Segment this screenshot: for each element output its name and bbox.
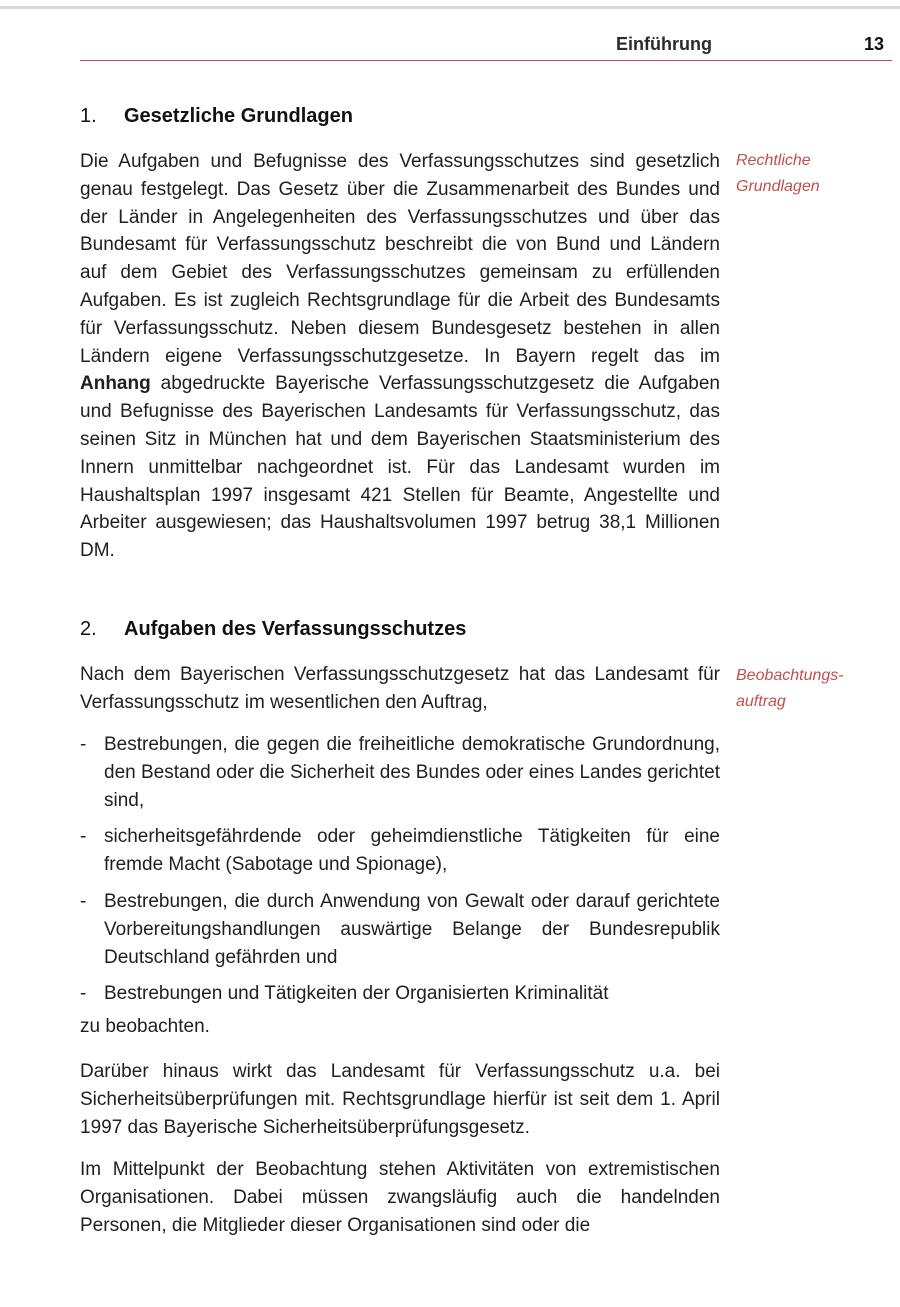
list-dash: - [80,826,87,848]
margin-note-line: Rechtliche [736,152,811,169]
task-list [80,731,720,1017]
section-2-title: Aufgaben des Verfassungsschutzes [124,618,467,640]
page-number: 13 [863,34,884,54]
list-dash: - [80,983,87,1005]
section-1-title: Gesetzliche Grundlagen [124,105,353,127]
paragraph-text: Die Aufgaben und Befugnisse des Verfassungsschutzes sind gesetzlich genau festgelegt. Das Gesetz über die Zusammenarbeit des Bundes und der Länder in Angelegenheiten des Verfassungsschutzes und über das Bundesamt für Verfassungsschutz beschreibt die von Bund und Ländern auf dem Gebiet des Verfassungsschutzes gemeinsam zu erfüllenden Aufgaben. Es ist zugleich Rechtsgrundlage für die Arbeit des Bundesamts für Verfassungsschutz. Neben diesem Bundesgesetz bestehen in allen Ländern eigene Verfassungsschutzgesetze. In Bayern regelt das im [80,151,720,367]
top-edge-line [0,6,900,9]
margin-note-line: auftrag [736,693,786,710]
list-item-text: Bestrebungen und Tätigkeiten der Organisierten Kriminalität [104,983,609,1005]
section-2-closing: zu beobachten. [80,1016,210,1037]
list-item-text: Bestrebungen, die durch Anwendung von Gewalt oder darauf gerichtete Vorbereitungshandlungen auswärtige Belange der Bundesrepublik Deutschland gefährden und [104,890,720,968]
margin-note-beobachtungsauftrag [736,663,896,715]
list-item [80,823,720,879]
running-title: Einführung [616,34,712,54]
list-item-text: Bestrebungen, die gegen die freiheitliche demokratische Grundordnung, den Bestand oder die Sicherheit des Bundes oder eines Landes gerichtet sind, [104,734,720,811]
section-2-paragraph-2: Darüber hinaus wirkt das Landesamt für Verfassungsschutz u.a. bei Sicherheitsüberprüfungen mit. Rechtsgrundlage hierfür ist seit dem 1. April 1997 das Bayerische Sicherheitsüberprüfungsgesetz. [80,1061,720,1138]
paragraph-text: abgedruckte Bayerische Verfassungsschutzgesetz die Aufgaben und Befugnisse des Bayerischen Landesamts für Verfassungsschutz, das seinen Sitz in München hat und dem Bayerischen Staatsministerium des Innern unmittelbar nachgeordnet ist. Für das Landesamt wurden im Haushaltsplan 1997 insgesamt 421 Stellen für Beamte, Angestellte und Arbeiter ausgewiesen; das Haushaltsvolumen 1997 betrug 38,1 Millionen DM. [80,373,720,562]
anhang-emphasis: Anhang [80,373,151,395]
section-1-number: 1. [80,105,97,127]
section-2-heading [80,618,466,641]
margin-note-line: Grundlagen [736,178,820,195]
section-1-paragraph [80,148,720,565]
margin-note-line: Beobachtungs- [736,667,844,684]
section-1-heading [80,105,353,128]
list-item [80,888,720,971]
list-dash: - [80,734,87,755]
list-item [80,731,720,814]
section-2-number: 2. [80,618,97,640]
margin-note-rechtliche-grundlagen [736,148,896,200]
section-2-intro: Nach dem Bayerischen Verfassungsschutzgesetz hat das Landesamt für Verfassungsschutz im wesentlichen den Auftrag, [80,664,720,713]
list-dash: - [80,890,87,912]
page-header [80,32,892,62]
list-item-text: sicherheitsgefährdende oder geheimdienstliche Tätigkeiten für eine fremde Macht (Sabotage und Spionage), [104,826,720,876]
header-rule [80,60,892,61]
list-item [80,980,720,1008]
section-2-paragraph-3: Im Mittelpunkt der Beobachtung stehen Aktivitäten von extremistischen Organisationen. Dabei müssen zwangsläufig auch die handelnden Personen, die Mitglieder dieser Organisationen sind oder die [80,1159,720,1236]
